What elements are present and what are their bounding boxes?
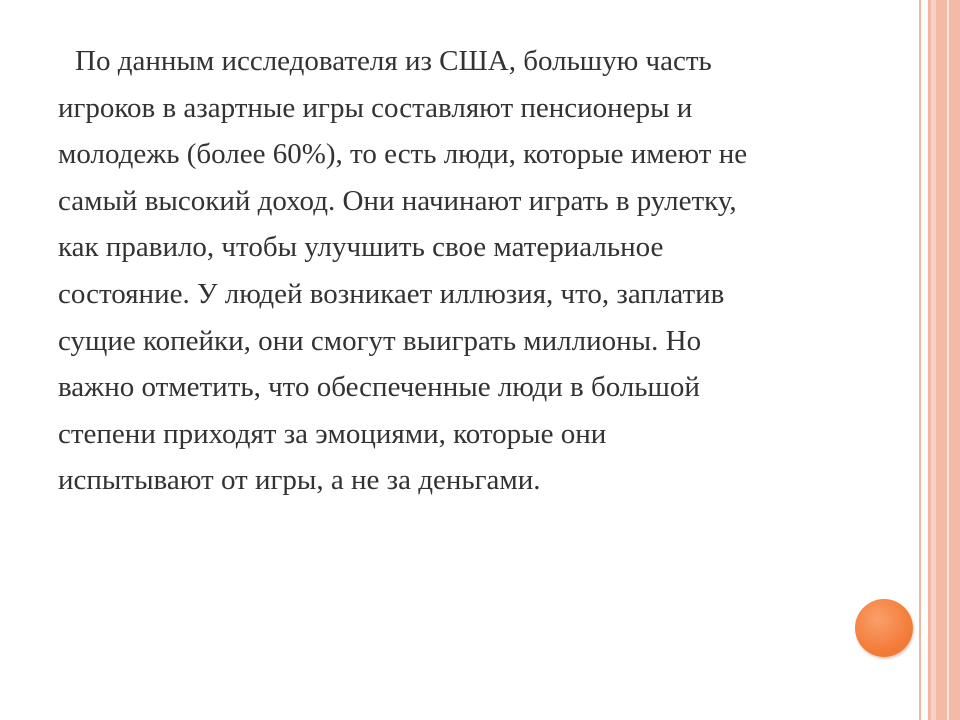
orange-circle-icon[interactable]	[855, 599, 913, 657]
paragraph-line: игроков в азартные игры составляют пенсионеры и	[58, 91, 693, 124]
paragraph-line: молодежь (более 60%), то есть люди, которые имеют не	[58, 138, 748, 171]
slide-body-text	[58, 38, 858, 504]
paragraph-line: важно отметить, что обеспеченные люди в большой	[58, 371, 700, 404]
paragraph-line: как правило, чтобы улучшить свое материальное	[58, 231, 664, 264]
paragraph-line: самый высокий доход. Они начинают играть в рулетку,	[58, 184, 737, 217]
decorative-stripe	[949, 0, 960, 720]
decorative-stripe	[936, 0, 947, 720]
paragraph-line: степени приходят за эмоциями, которые они	[58, 417, 607, 450]
paragraph-line: состояние. У людей возникает иллюзия, что, заплатив	[58, 277, 725, 310]
decorative-stripe	[919, 0, 921, 720]
paragraph-line: По данным исследователя из США, большую часть	[75, 45, 712, 77]
paragraph-line: испытывают от игры, а не за деньгами.	[58, 464, 541, 497]
paragraph-line: сущие копейки, они смогут выиграть миллионы. Но	[58, 324, 702, 357]
